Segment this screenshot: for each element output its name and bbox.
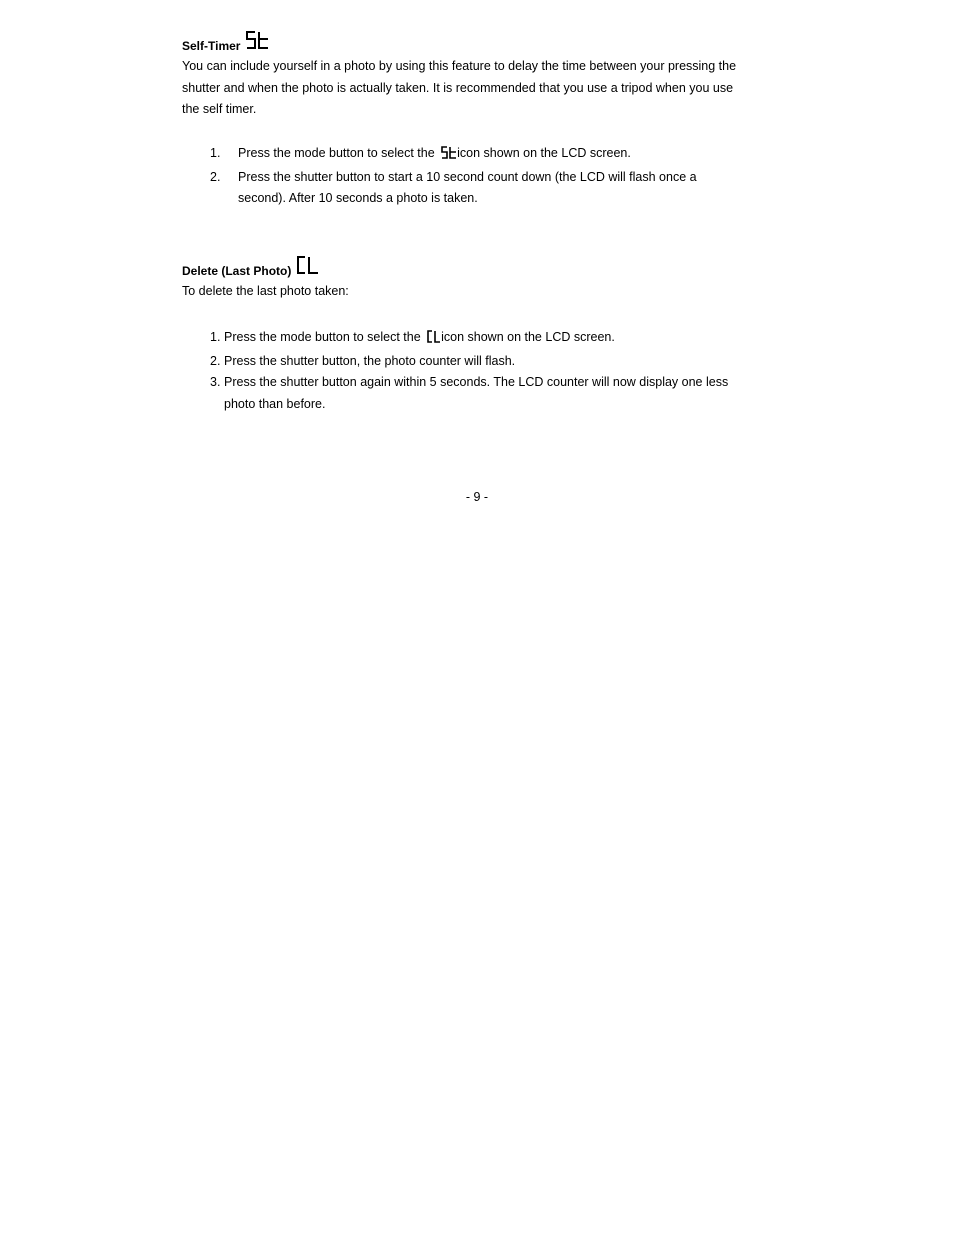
step-number: 1. xyxy=(210,330,221,344)
delete-last-steps xyxy=(210,327,740,415)
cl-lcd-icon xyxy=(297,255,319,278)
step-text-after: icon shown on the LCD screen. xyxy=(441,330,615,344)
step-number: 3. xyxy=(210,375,221,389)
list-item xyxy=(210,351,740,373)
step-text-before: Press the mode button to select the xyxy=(238,146,439,160)
page-number: - 9 - xyxy=(465,490,489,504)
delete-last-intro: To delete the last photo taken: xyxy=(182,284,349,298)
self-timer-heading-text: Self-Timer xyxy=(182,39,241,53)
st-lcd-icon xyxy=(441,145,457,167)
self-timer-steps xyxy=(210,143,730,210)
delete-last-heading-text: Delete (Last Photo) xyxy=(182,264,292,278)
step-text-after: icon shown on the LCD screen. xyxy=(457,146,631,160)
st-lcd-icon xyxy=(246,30,270,53)
list-item xyxy=(210,143,730,167)
list-item xyxy=(210,167,730,210)
list-item xyxy=(210,372,740,415)
list-item xyxy=(210,327,740,351)
cl-lcd-icon xyxy=(427,329,441,351)
delete-last-heading xyxy=(182,255,319,278)
self-timer-heading xyxy=(182,30,270,53)
step-text: Press the shutter button again within 5 seconds. The LCD counter will now display one less photo than before. xyxy=(224,375,729,411)
step-number: 2. xyxy=(210,353,221,368)
self-timer-intro: You can include yourself in a photo by using this feature to delay the time between your pressing the shutter and when the photo is actually taken. It is recommended that you use a tripod when you use the self timer. xyxy=(182,59,737,116)
step-number: 1. xyxy=(210,146,221,160)
step-text: Press the shutter button, the photo counter will flash. xyxy=(224,353,516,368)
step-text-before: Press the mode button to select the xyxy=(224,330,425,344)
step-number: 2. xyxy=(210,169,221,184)
step-text: Press the shutter button to start a 10 second count down (the LCD will flash once a second). After 10 seconds a photo is taken. xyxy=(238,169,697,205)
